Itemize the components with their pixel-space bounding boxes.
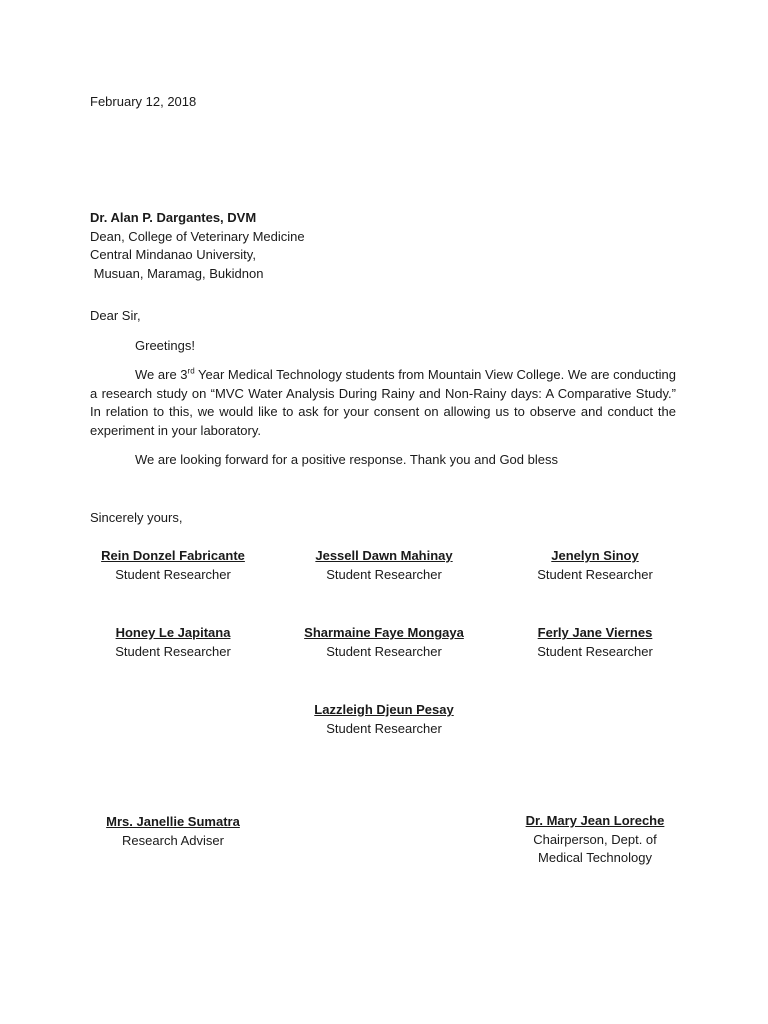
signature-block (274, 547, 494, 584)
signatory-role: Student Researcher (326, 566, 442, 582)
signature-block (63, 547, 283, 584)
signature-block (485, 624, 705, 661)
signatory-role: Student Researcher (115, 643, 231, 659)
closing: Sincerely yours, (90, 510, 183, 525)
signatory-name: Jenelyn Sinoy (551, 548, 639, 563)
signatory-name: Jessell Dawn Mahinay (315, 548, 453, 563)
signatory-role: Student Researcher (537, 566, 653, 582)
signatory-role: Student Researcher (326, 720, 442, 736)
signatory-role: Student Researcher (115, 566, 231, 582)
chairperson-signature-block (485, 812, 705, 868)
chairperson-role: Chairperson, Dept. of (533, 831, 657, 847)
signature-block (274, 701, 494, 738)
signatory-name: Rein Donzel Fabricante (101, 548, 245, 563)
signatory-name: Lazzleigh Djeun Pesay (314, 702, 454, 717)
adviser-signature-block (63, 813, 283, 850)
body-paragraph-1 (90, 366, 676, 440)
recipient-address: Musuan, Maramag, Bukidnon (90, 265, 264, 281)
chairperson-name: Dr. Mary Jean Loreche (525, 813, 665, 828)
signatory-name: Honey Le Japitana (115, 625, 231, 640)
signatory-name: Ferly Jane Viernes (537, 625, 653, 640)
signatory-role: Student Researcher (326, 643, 442, 659)
body-paragraph-1-rest: Year Medical Technology students from Mountain View College. We are conducting a research study on “MVC Water Analysis During Rainy and Non-Rainy days: A Comparative Study.” In relation to this, we would like to ask for your consent on allowing us to observe and conduct the experiment in your laboratory. (90, 367, 676, 438)
greeting: Greetings! (135, 338, 195, 353)
chairperson-department: Medical Technology (538, 850, 652, 865)
recipient-title: Dean, College of Veterinary Medicine (90, 228, 305, 244)
signatory-role: Student Researcher (537, 643, 653, 659)
adviser-role: Research Adviser (122, 832, 224, 848)
letter-date: February 12, 2018 (90, 94, 197, 109)
recipient-name: Dr. Alan P. Dargantes, DVM (90, 210, 257, 225)
salutation: Dear Sir, (90, 308, 141, 323)
signature-block (485, 547, 705, 584)
signature-block (63, 624, 283, 661)
body-paragraph-1-start: We are 3 (135, 367, 188, 382)
adviser-name: Mrs. Janellie Sumatra (106, 814, 240, 829)
ordinal-superscript: rd (187, 366, 195, 376)
recipient-block (90, 209, 305, 283)
body-paragraph-2: We are looking forward for a positive response. Thank you and God bless (135, 452, 558, 467)
signatory-name: Sharmaine Faye Mongaya (304, 625, 464, 640)
recipient-institution: Central Mindanao University, (90, 247, 256, 262)
signature-block (274, 624, 494, 661)
